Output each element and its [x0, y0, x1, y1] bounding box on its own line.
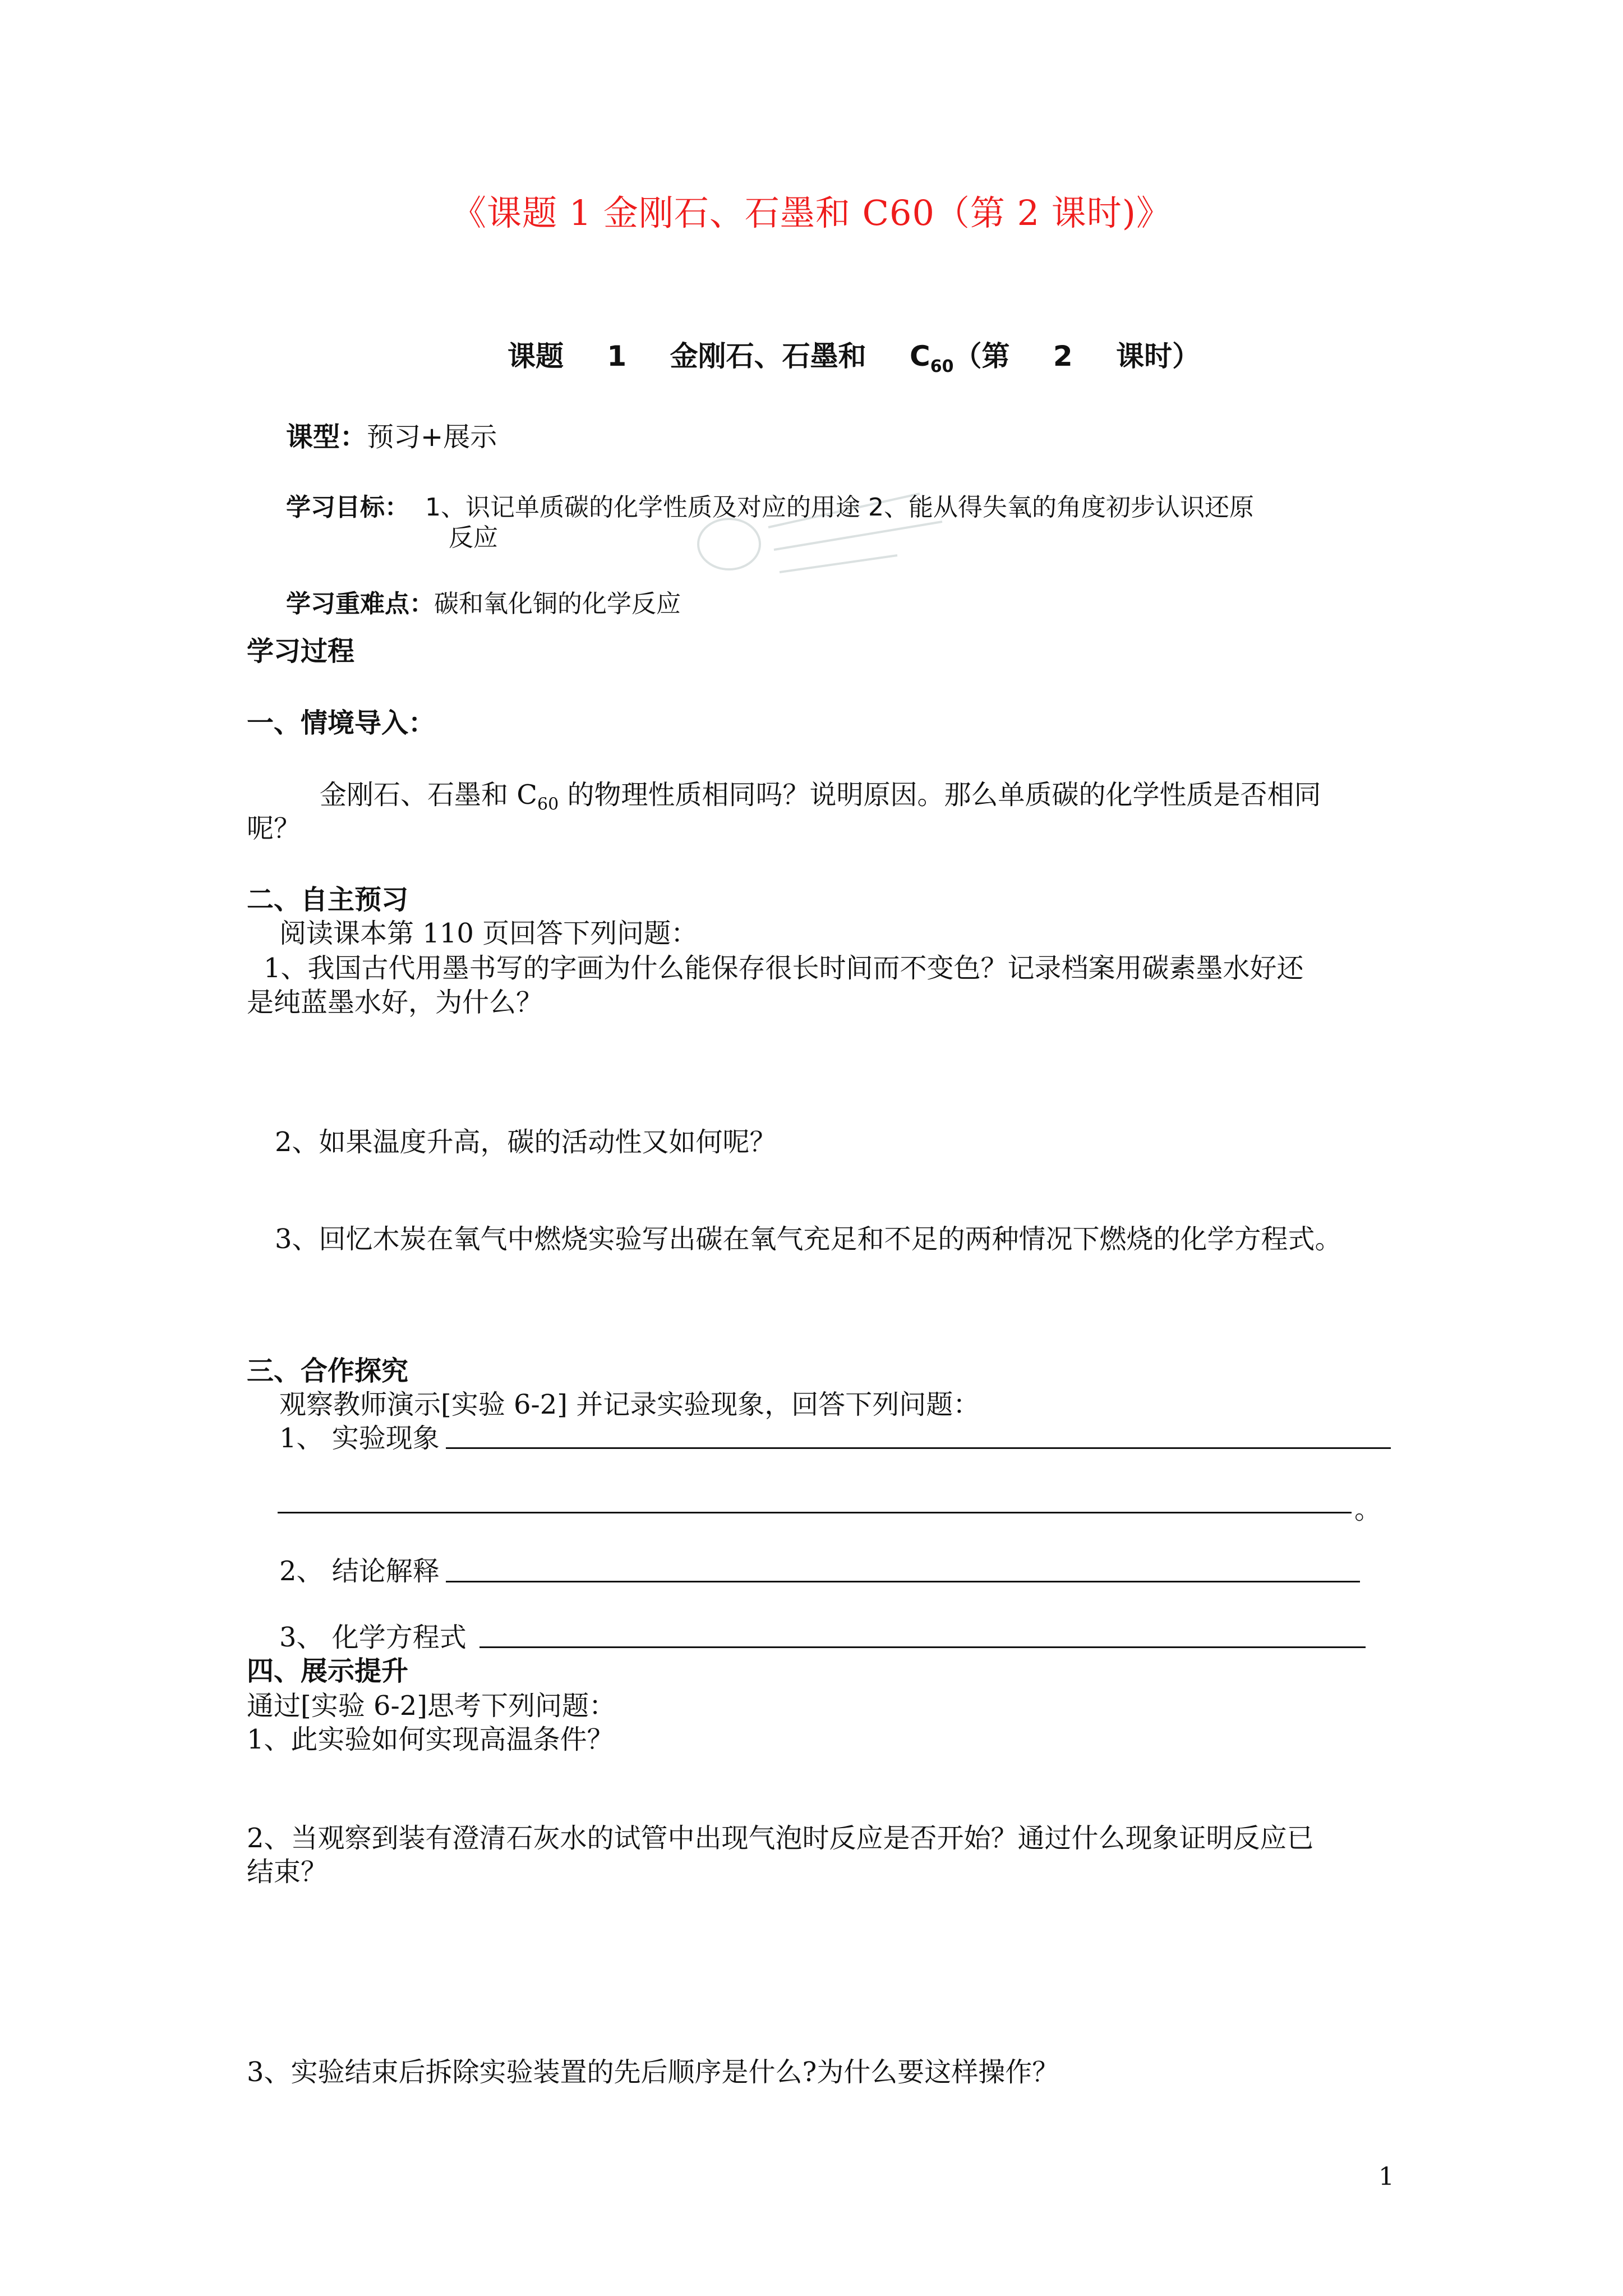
key-points-label: 学习重难点： [286, 590, 434, 618]
section-2-heading: 二、自主预习 [247, 884, 409, 915]
section-1-text-line-1: 金刚石、石墨和 $C_{60}$ 的物理性质相同吗？说明原因。那么单质碳的化学性质是否相同 [320, 779, 1321, 815]
section-2-q1-line-1: 1、我国古代用墨书写的字画为什么能保存很长时间而不变色？记录档案用碳素墨水好还 [264, 953, 1304, 984]
key-points-value: 碳和氧化铜的化学反应 [434, 590, 681, 618]
objectives [286, 487, 1254, 523]
section-2-q3: 3、回忆木炭在氧气中燃烧实验写出碳在氧气充足和不足的两种情况下燃烧的化学方程式。 [275, 1223, 1342, 1255]
objectives-label: 学习目标： [286, 493, 409, 522]
answer-line-equation[interactable] [479, 1646, 1366, 1648]
section-3-intro: 观察教师演示[实验 6-2] 并记录实验现象，回答下列问题： [279, 1389, 980, 1420]
section-1-text-line-2: 呢？ [247, 813, 301, 844]
course-type-value: 预习+展示 [367, 421, 497, 453]
section-4-q2-line-2: 结束？ [247, 1856, 328, 1888]
section-1-heading: 一、情境导入： [247, 707, 436, 739]
section-3-item-1-end: 。 [1354, 1494, 1382, 1525]
section-3-item-2-label: 2、 结论解释 [279, 1556, 440, 1587]
answer-line-observation-2[interactable] [278, 1512, 1352, 1513]
lesson-topic: 金刚石、石墨和 $C_{60}$（第 2 课时） [670, 340, 1201, 376]
key-points [286, 583, 681, 619]
section-3-item-3-label: 3、 化学方程式 [279, 1622, 467, 1653]
course-type [286, 415, 497, 454]
section-4-heading: 四、展示提升 [247, 1655, 409, 1687]
section-4-q2-line-1: 2、当观察到装有澄清石灰水的试管中出现气泡时反应是否开始？通过什么现象证明反应已 [247, 1823, 1314, 1854]
section-2-q1-line-2: 是纯蓝墨水好，为什么？ [247, 987, 543, 1018]
objectives-line-1: 1、识记单质碳的化学性质及对应的用途 2、能从得失氧的角度初步认识还原 [425, 493, 1254, 522]
page-number: 1 [1378, 2162, 1394, 2191]
answer-line-explanation[interactable] [446, 1581, 1360, 1582]
section-2-intro: 阅读课本第 110 页回答下列问题： [279, 918, 698, 949]
objectives-line-2: 反应 [449, 523, 498, 552]
course-type-label: 课型： [286, 421, 367, 453]
section-3-item-1-label: 1、 实验现象 [279, 1423, 440, 1454]
process-heading: 学习过程 [247, 636, 355, 667]
section-4-q1: 1、此实验如何实现高温条件？ [247, 1724, 614, 1755]
lesson-subtitle [508, 334, 1200, 376]
answer-line-observation-1[interactable] [446, 1447, 1391, 1449]
section-4-intro: 通过[实验 6-2]思考下列问题： [247, 1690, 616, 1722]
section-2-q2: 2、如果温度升高，碳的活动性又如何呢？ [275, 1126, 777, 1158]
watermark-logo-icon [684, 460, 976, 606]
page-title: 《课题 1 金刚石、石墨和 C60（第 2 课时)》 [451, 192, 1172, 233]
section-3-heading: 三、合作探究 [247, 1355, 409, 1387]
lesson-number: 课题 1 [508, 340, 627, 372]
section-4-q3: 3、实验结束后拆除实验装置的先后顺序是什么?为什么要这样操作？ [247, 2056, 1059, 2088]
